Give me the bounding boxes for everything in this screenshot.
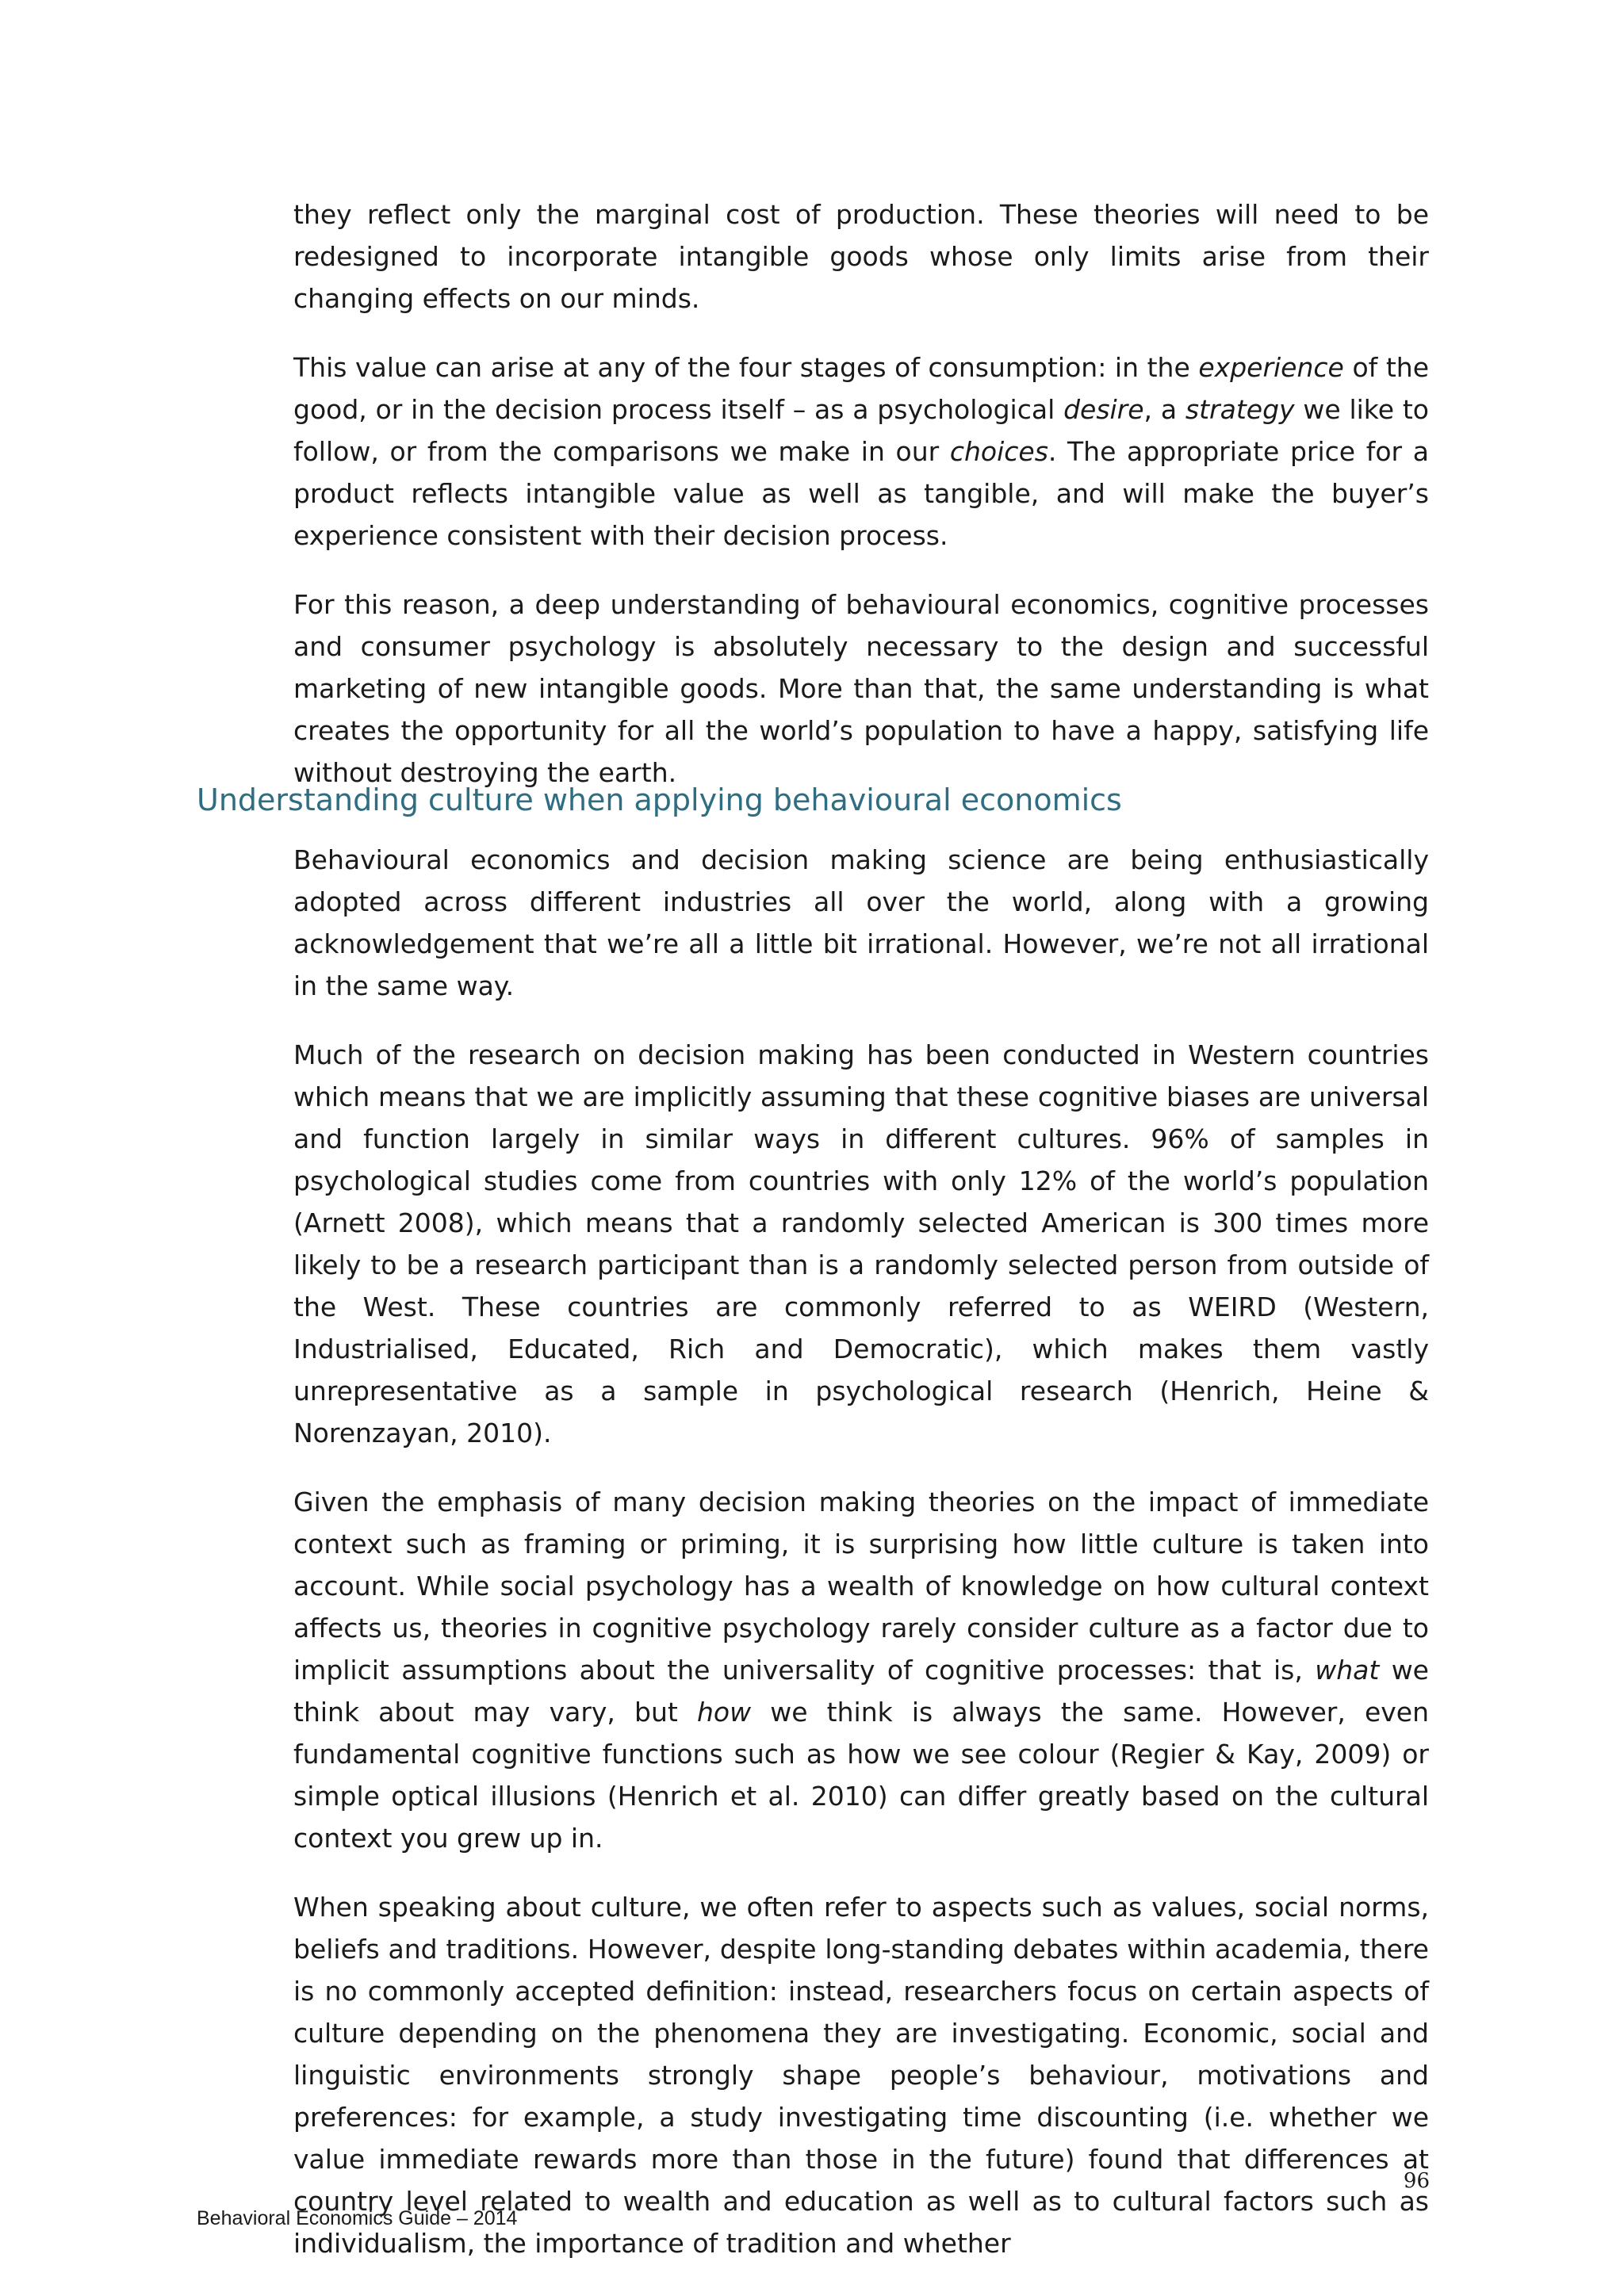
- page-number: 96: [1403, 2169, 1430, 2193]
- paragraph-text: When speaking about culture, we often refer to aspects such as values, social norms, beliefs and traditions. However, despite long-standing debates within academia, there is no commonly accepted definition: instead, researchers focus on certain aspects of culture depending on the phenomena they are investigating. Economic, social and linguistic environments strongly shape people’s behaviour, motivations and preferences: for example, a study investigating time discounting (i.e. whether we value immediate rewards more than those in the future) found that differences at country level related to wealth and education as well as to cultural factors such as individualism, the importance of tradition and whether: [293, 1892, 1429, 2259]
- emphasis-what: what: [1315, 1655, 1380, 1686]
- emphasis-experience: experience: [1198, 352, 1344, 383]
- emphasis-how: how: [697, 1697, 752, 1728]
- paragraph-text: . The appropriate price for a product reflects intangible value as well as tangible, and will make the buyer’s experience consistent with their decision process.: [293, 436, 1429, 551]
- emphasis-choices: choices: [949, 436, 1048, 467]
- footer-title: Behavioral Economics Guide – 2014: [197, 2207, 518, 2229]
- paragraph-text: Much of the research on decision making has been conducted in Western countries which means that we are implicitly assuming that these cognitive biases are universal and function largely in similar ways in different cultures. 96% of samples in psychological studies come from countries with only 12% of the world’s population (Arnett 2008), which means that a randomly selected American is 300 times more likely to be a research participant than is a randomly selected person from outside of the West. These countries are commonly referred to as WEIRD (Western, Industrialised, Educated, Rich and Democratic), which makes them vastly unrepresentative as a sample in psychological research (Henrich, Heine & Norenzayan, 2010).: [293, 1039, 1429, 1448]
- paragraph-text: , a: [1143, 394, 1185, 425]
- paragraph-text: we think is always the same. However, even fundamental cognitive functions such as how we see colour (Regier & Kay, 2009) or simple optical illusions (Henrich et al. 2010) can differ greatly based on the cultural context you grew up in.: [293, 1697, 1429, 1854]
- paragraph-text: Behavioural economics and decision making science are being enthusiastically adopted across different industries all over the world, along with a growing acknowledgement that we’re all a little bit irrational. However, we’re not all irrational in the same way.: [293, 844, 1429, 1001]
- paragraph-text: they reflect only the marginal cost of production. These theories will need to be redesigned to incorporate intangible goods whose only limits arise from their changing effects on our minds.: [293, 199, 1429, 314]
- section-culture-text: [293, 839, 1429, 2291]
- emphasis-strategy: strategy: [1185, 394, 1295, 425]
- paragraph-text: This value can arise at any of the four stages of consumption: in the: [293, 352, 1199, 383]
- paragraph-text: For this reason, a deep understanding of behavioural economics, cognitive processes and consumer psychology is absolutely necessary to the design and successful marketing of new intangible goods. More than that, the same understanding is what creates the opportunity for all the world’s population to have a happy, satisfying life without destroying the earth.: [293, 589, 1429, 788]
- paragraph-text: we think about may vary, but: [293, 1655, 1429, 1728]
- paragraph-adoption: [293, 839, 1429, 1007]
- paragraph-text: we like to follow, or from the comparisons we make in our: [293, 394, 1429, 467]
- paragraph-context: [293, 1481, 1429, 1859]
- paragraph-marginal-cost: [293, 193, 1429, 320]
- paragraph-value-stages: [293, 346, 1429, 557]
- paragraph-text: Given the emphasis of many decision making theories on the impact of immediate context such as framing or priming, it is surprising how little culture is taken into account. While social psychology has a wealth of knowledge on how cultural context affects us, theories in cognitive psychology rarely consider culture as a factor due to implicit assumptions about the universality of cognitive processes: that is,: [293, 1487, 1429, 1686]
- section-intro-text: [293, 193, 1429, 821]
- paragraph-weird: [293, 1034, 1429, 1454]
- paragraph-text: of the good, or in the decision process itself – as a psychological: [293, 352, 1429, 425]
- section-heading: Understanding culture when applying behavioural economics: [197, 783, 1122, 817]
- paragraph-deep-understanding: [293, 584, 1429, 794]
- emphasis-desire: desire: [1063, 394, 1144, 425]
